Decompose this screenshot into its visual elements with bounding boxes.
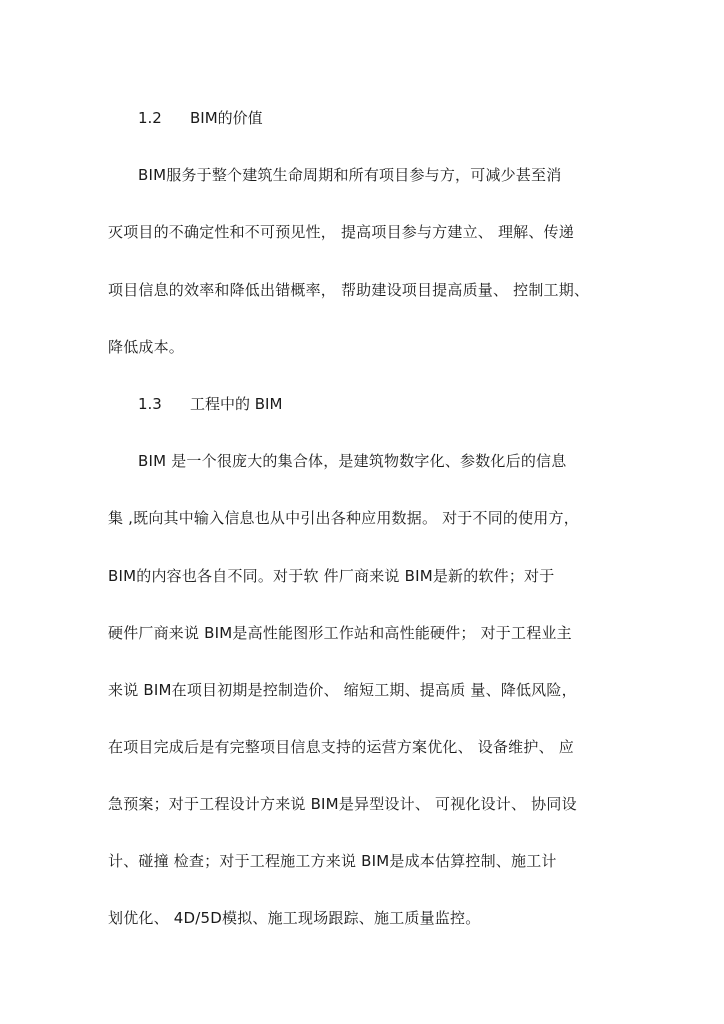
section-heading-1-3 xyxy=(138,394,282,414)
paragraph-line: 集 ,既向其中输入信息也从中引出各种应用数据。 对于不同的使用方， xyxy=(108,509,579,527)
paragraph-line: BIM的内容也各自不同。对于软 件厂商来说 BIM是新的软件；对于 xyxy=(108,567,555,585)
section-heading-1-2 xyxy=(138,108,263,128)
paragraph-line: 划优化、 4D/5D模拟、施工现场跟踪、施工质量监控。 xyxy=(108,909,481,927)
paragraph-line: BIM 是一个很庞大的集合体，是建筑物数字化、参数化后的信息 xyxy=(138,452,567,470)
section-title: BIM的价值 xyxy=(190,109,263,127)
section-number: 1.3 xyxy=(138,395,162,413)
paragraph-line: 急预案；对于工程设计方来说 BIM是异型设计、 可视化设计、 协同设 xyxy=(108,795,577,813)
paragraph-line: BIM服务于整个建筑生命周期和所有项目参与方，可减少甚至消 xyxy=(138,166,562,184)
section-number: 1.2 xyxy=(138,109,162,127)
section-title: 工程中的 BIM xyxy=(190,395,283,413)
paragraph-line: 在项目完成后是有完整项目信息支持的运营方案优化、 设备维护、 应 xyxy=(108,738,574,756)
paragraph-line: 降低成本。 xyxy=(108,338,185,356)
paragraph-line: 项目信息的效率和降低出错概率， 帮助建设项目提高质量、 控制工期、 xyxy=(108,281,590,299)
paragraph-line: 来说 BIM在项目初期是控制造价、 缩短工期、提高质 量、降低风险， xyxy=(108,681,577,699)
paragraph-line: 灭项目的不确定性和不可预见性， 提高项目参与方建立、 理解、传递 xyxy=(108,223,574,241)
paragraph-line: 计、碰撞 检查；对于工程施工方来说 BIM是成本估算控制、施工计 xyxy=(108,852,557,870)
paragraph-line: 硬件厂商来说 BIM是高性能图形工作站和高性能硬件； 对于工程业主 xyxy=(108,624,572,642)
